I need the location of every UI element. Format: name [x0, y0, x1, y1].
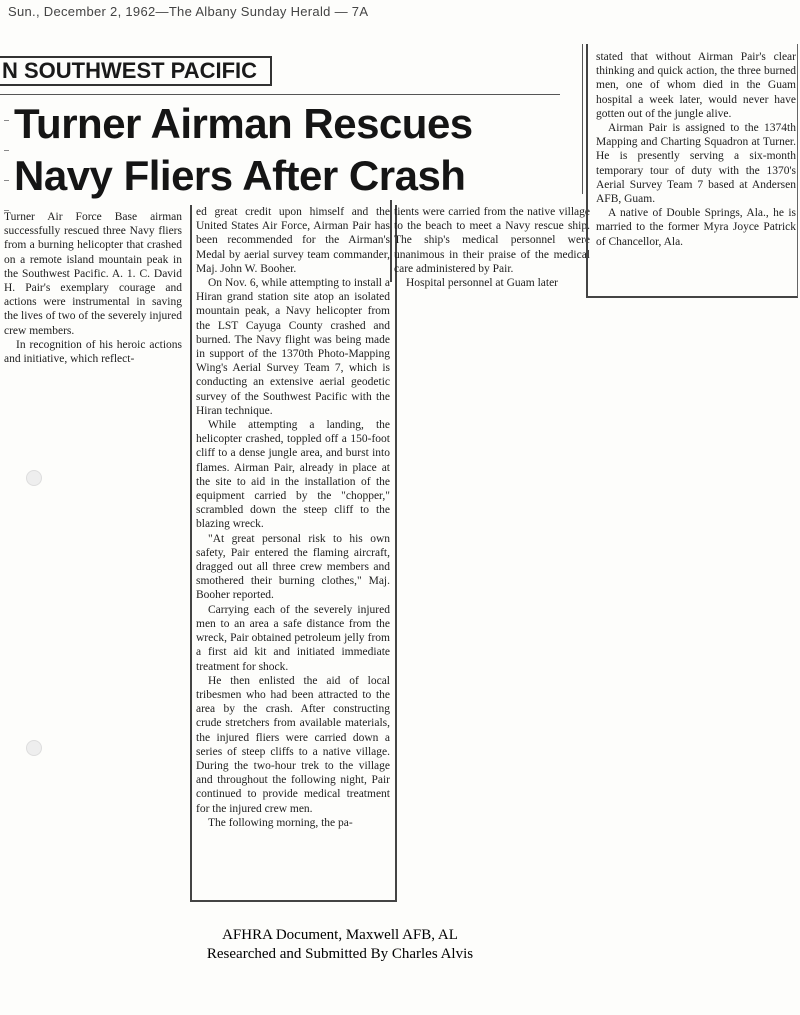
paragraph: Hospital personnel at Guam later	[406, 277, 559, 290]
margin-mark	[4, 120, 9, 121]
article-column-3	[394, 205, 590, 290]
column-rule	[582, 44, 583, 194]
margin-mark	[4, 180, 9, 181]
paragraph: Airman Pair is assigned to the 1374th Mapping and Charting Squadron at Turner. He is presently serving a six-month temporary tour of duty with the 1370's Aerial Survey Team 7 based at Andersen AFB, Guam.	[596, 122, 796, 206]
paragraph: A native of Double Springs, Ala., he is married to the former Myra Joyce Patrick of Chancellor, Ala.	[596, 207, 796, 248]
caption-line-2: Researched and Submitted By Charles Alvis	[206, 946, 474, 962]
headline	[14, 98, 534, 202]
dateline: Sun., December 2, 1962—The Albany Sunday Herald — 7A	[8, 4, 369, 19]
paragraph: tients were carried from the native village to the beach to meet a Navy rescue ship. The ship's medical personnel were unanimous in their praise of the medical care administered by Pair.	[394, 206, 590, 275]
headline-line-2: Navy Fliers After Crash	[14, 152, 466, 199]
margin-mark	[4, 150, 9, 151]
paragraph: The following morning, the pa-	[208, 816, 353, 829]
article-column-1	[4, 210, 182, 375]
paragraph: ed great credit upon himself and the United States Air Force, Airman Pair has been recommended for the Airman's Medal by aerial survey team commander, Maj. John W. Booher.	[196, 206, 390, 275]
paragraph: While attempting a landing, the helicopter crashed, toppled off a 150-foot cliff to a dense jungle area, and burst into flames. Airman Pair, already in place at the site to aid in the installation of the equipment carried by the "chopper," scrambled down the steep cliff to the blazing wreck.	[196, 419, 390, 531]
paragraph: "At great personal risk to his own safety, Pair entered the flaming aircraft, dragged out all three crew members and smothered their burning clothes," Maj. Booher reported.	[196, 532, 390, 602]
binder-hole	[26, 470, 42, 486]
paragraph: Turner Air Force Base airman successfully rescued three Navy fliers from a burning helicopter that crashed on a remote island mountain peak in the Southwest Pacific. A. 1. C. David H. Pair's exemplary courage and actions were instrumental in saving the lives of two of the severely injured crew members.	[4, 211, 182, 337]
binder-hole	[26, 740, 42, 756]
paragraph: He then enlisted the aid of local tribesmen who had been attracted to the area by the crash. After constructing crude stretchers from available materials, the injured fliers were carried down a series of steep cliffs to a native village. During the two-hour trek to the village and throughout the following night, Pair continued to provide medical treatment for the injured crew men.	[196, 674, 390, 815]
section-kicker: N SOUTHWEST PACIFIC	[0, 56, 272, 86]
headline-line-1: Turner Airman Rescues	[14, 100, 473, 147]
paragraph: In recognition of his heroic actions and initiative, which reflect-	[4, 338, 182, 366]
margin-mark	[4, 210, 9, 211]
headline-rule	[0, 94, 560, 95]
article-column-2	[196, 205, 390, 895]
caption-line-1: AFHRA Document, Maxwell AFB, AL	[222, 927, 458, 943]
paragraph: stated that without Airman Pair's clear thinking and quick action, the three burned men, one of whom died in the Guam hospital a week later, would never have gotten out of the jungle alive.	[596, 51, 796, 120]
paragraph: On Nov. 6, while attempting to install a Hiran grand station site atop an isolated mountain peak, a Navy helicopter from the LST Cayuga County crashed and burned. The Navy flight was being made in support of the 1370th Photo-Mapping Wing's Aerial Survey Team 7, which is conducting an extensive aerial geodetic survey of the Southwest Pacific with the Hiran technique.	[196, 277, 390, 417]
paragraph: Carrying each of the severely injured men to an area a safe distance from the wreck, Pair obtained petroleum jelly from a first aid kit and initiated immediate treatment for shock.	[196, 603, 390, 673]
article-column-4	[596, 50, 796, 295]
source-caption	[140, 926, 540, 964]
